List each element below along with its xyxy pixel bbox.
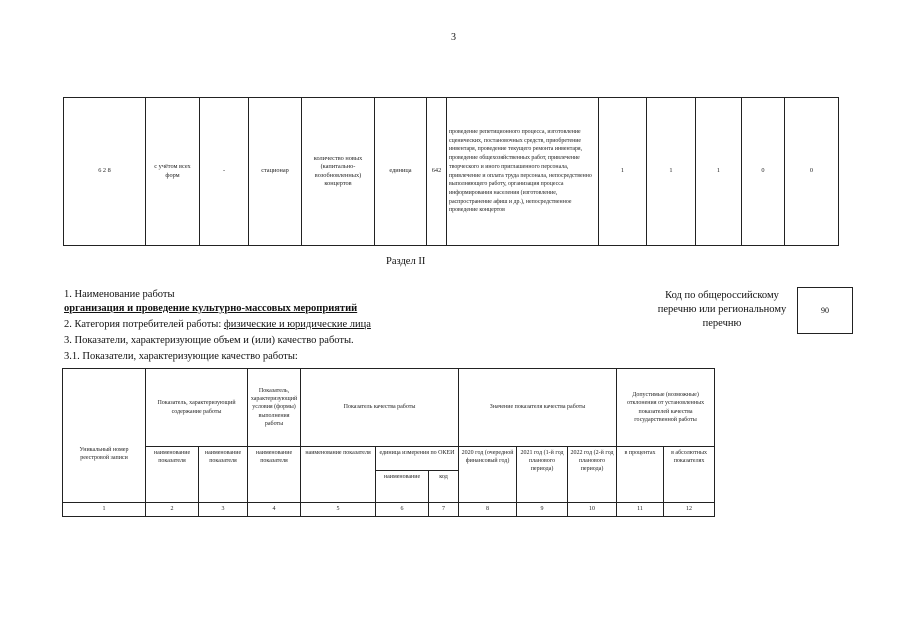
- column-number: 11: [617, 503, 664, 517]
- column-number: 6: [376, 503, 429, 517]
- subheader-year-2021: 2021 год (1-й год планового периода): [517, 447, 568, 503]
- code-label-line2: перечню или региональному: [657, 304, 787, 315]
- header-condition-indicator: Показатель, характеризующий условия (формы) выполнения работы: [248, 369, 301, 447]
- work-description-cell: проведение репетиционного процесса, изготовление сценических, постановочных средств, приобретение инвентаря, проведение текущего ремонта инвентаря, проведение общехозяйственных работ, привлечение творческого и иного приглашенного персонала, привлечение и оплата труда персонала, непосредственно выполняющего работу, организация процесса информирования населения (изготовление, распространение афиш и др.), непосредственное проведение концертов: [447, 98, 599, 246]
- consumer-category-label: 2. Категория потребителей работы:: [64, 319, 224, 330]
- code-label: [648, 289, 796, 331]
- subheader-absolute: в абсолютных показателях: [664, 447, 715, 503]
- registry-number-cell: 6 2 8: [64, 98, 146, 246]
- indicators-heading: 3. Показатели, характеризующие объем и (или) качество работы.: [64, 335, 354, 346]
- subheader-unit-code: код: [429, 471, 459, 503]
- code-label-line3: перечню: [702, 318, 742, 329]
- column-number: 2: [146, 503, 199, 517]
- page-number: 3: [451, 32, 456, 43]
- header-quality-indicator: Показатель качества работы: [301, 369, 459, 447]
- value-cell-1: 1: [599, 98, 647, 246]
- header-content-indicator: Показатель, характеризующий содержание работы: [146, 369, 248, 447]
- subheader-year-2020: 2020 год (очередной финансовый год): [459, 447, 517, 503]
- code-box: [797, 287, 853, 334]
- subheader-indicator-name: наименование показателя: [301, 447, 376, 503]
- subheader-percent: в процентах: [617, 447, 664, 503]
- column-number: 9: [517, 503, 568, 517]
- column-number: 1: [63, 503, 146, 517]
- column-number: 3: [199, 503, 248, 517]
- header-unique-number: Уникальный номер реестровой записи: [63, 369, 146, 503]
- header-allowed-deviation: Допустимые (возможные) отклонения от установленных показателей качества государственной работы: [617, 369, 715, 447]
- quality-indicators-table: [62, 368, 715, 517]
- work-name-value: организация и проведение культурно-массовых мероприятий: [64, 303, 358, 314]
- column-number: 12: [664, 503, 715, 517]
- activity-table-row: [63, 97, 839, 246]
- column-number: 5: [301, 503, 376, 517]
- consumer-category: [64, 318, 371, 332]
- consumer-category-value: физические и юридические лица: [223, 319, 371, 330]
- column-number: 8: [459, 503, 517, 517]
- value-cell-4: 0: [742, 98, 785, 246]
- work-name-label: 1. Наименование работы: [64, 289, 175, 300]
- table-number-row: [63, 503, 715, 517]
- content-indicator-cell-2: -: [200, 98, 249, 246]
- subheader-okei-unit: единица измерения по ОКЕИ: [376, 447, 459, 471]
- condition-cell: стационар: [249, 98, 302, 246]
- column-number: 4: [248, 503, 301, 517]
- table-row: [64, 98, 839, 246]
- header-quality-values: Значение показателя качества работы: [459, 369, 617, 447]
- subheader-condition-name: наименование показателя: [248, 447, 301, 503]
- subheader-content-name-1: наименование показателя: [146, 447, 199, 503]
- code-value: 90: [821, 306, 829, 315]
- section-title: Раздел II: [386, 256, 426, 267]
- subheader-content-name-2: наименование показателя: [199, 447, 248, 503]
- value-cell-2: 1: [647, 98, 696, 246]
- content-indicator-cell: с учётом всех форм: [146, 98, 200, 246]
- column-number: 7: [429, 503, 459, 517]
- code-label-line1: Код по общероссийскому: [665, 290, 779, 301]
- column-number: 10: [568, 503, 617, 517]
- quality-indicators-heading: 3.1. Показатели, характеризующие качество работы:: [64, 351, 298, 362]
- indicator-name-cell: количество новых (капитально-возобновленных) концертов: [302, 98, 375, 246]
- value-cell-5: 0: [785, 98, 839, 246]
- subheader-year-2022: 2022 год (2-й год планового периода): [568, 447, 617, 503]
- subheader-unit-name: наименование: [376, 471, 429, 503]
- table-header-row: [63, 369, 715, 447]
- unit-name-cell: единица: [375, 98, 427, 246]
- unit-code-cell: 642: [427, 98, 447, 246]
- table-subheader-row: [63, 447, 715, 471]
- value-cell-3: 1: [696, 98, 742, 246]
